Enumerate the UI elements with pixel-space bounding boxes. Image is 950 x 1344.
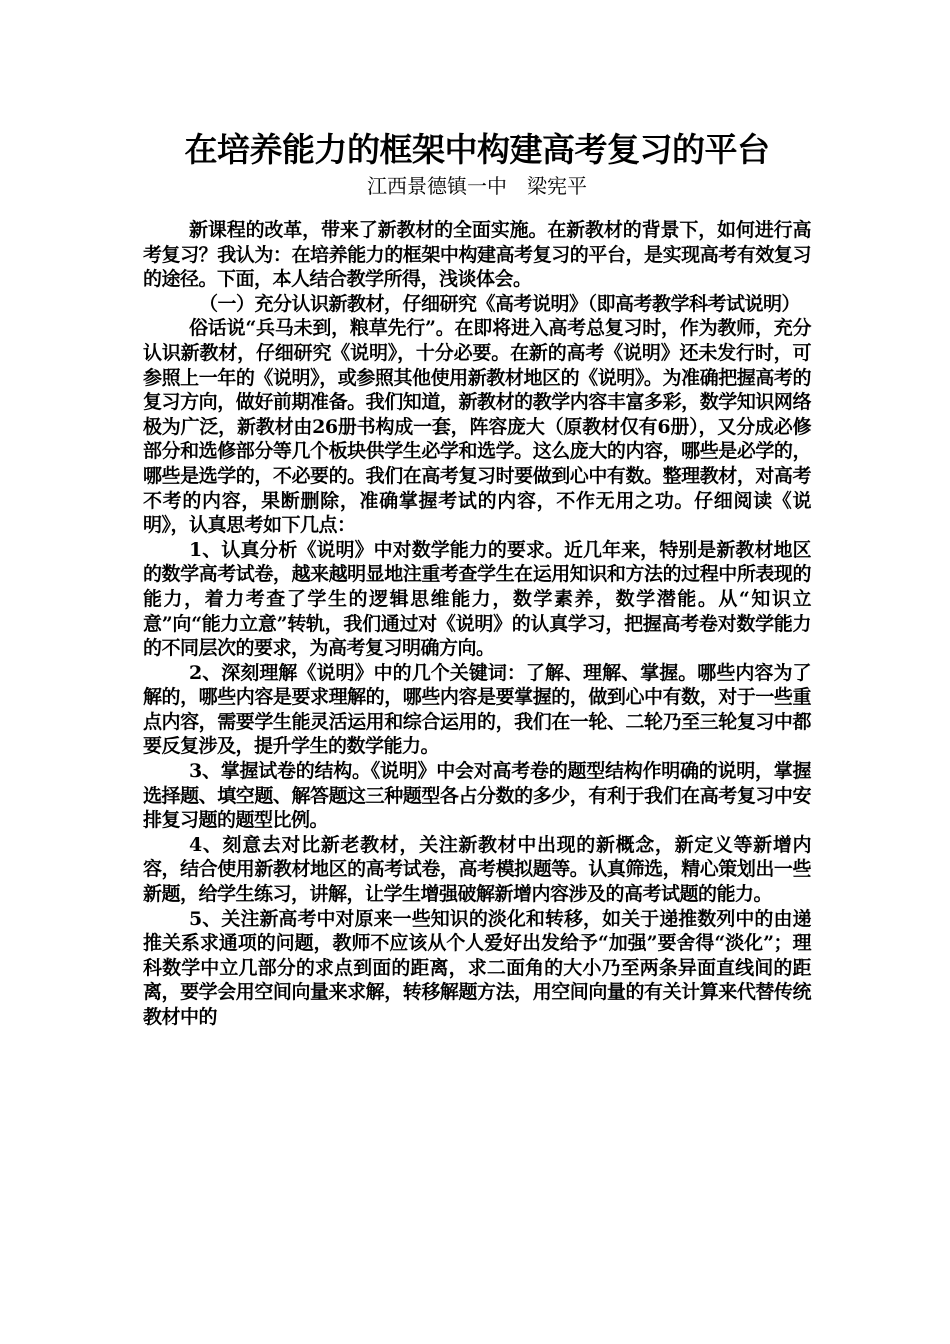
section-heading-1: （一）充分认识新教材，仔细研究《高考说明》（即高考教学科考试说明）: [199, 292, 801, 315]
paragraph-body: 俗话说“兵马未到，粮草先行”。在即将进入高考总复习时，作为教师，充分认识新教材，仔细研究《说明》，十分必要。在新的高考《说明》还未发行时，可参照上一年的《说明》，或参照其他使用新教材地区的《说明》。为准确把握高考的复习方向，做好前期准备。我们知道，新教材的教学内容丰富多彩，数学知识网络极为广泛，新教材由26册书构成一套，阵容庞大（原教材仅有6册），又分成必修部分和选修部分等几个板块供学生必学和选学。这么庞大的内容，哪些是必学的，哪些是选学的，不必要的。我们在高考复习时要做到心中有数。整理教材，对高考不考的内容，果断删除，准确掌握考试的内容，不作无用之功。仔细阅读《说明》，认真思考如下几点：: [143, 317, 811, 537]
document-title: 在培养能力的框架中构建高考复习的平台: [184, 130, 770, 169]
list-item-2: 2、深刻理解《说明》中的几个关键词：了解、理解、掌握。哪些内容为了解的，哪些内容是要求理解的，哪些内容是要掌握的，做到心中有数，对于一些重点内容，需要学生能灵活运用和综合运用的，我们在一轮、二轮乃至三轮复习中都要反复涉及，提升学生的数学能力。: [143, 661, 811, 758]
paragraph-intro: 新课程的改革，带来了新教材的全面实施。在新教材的背景下，如何进行高考复习？我认为：在培养能力的框架中构建高考复习的平台，是实现高考有效复习的途径。下面，本人结合教学所得，浅谈体会。: [143, 219, 811, 291]
document-author: 江西景德镇一中 梁宪平: [367, 174, 587, 198]
list-item-5: 5、关注新高考中对原来一些知识的淡化和转移，如关于递推数列中的由递推关系求通项的问题，教师不应该从个人爱好出发给予“加强”要舍得“淡化”；理科数学中立几部分的求点到面的距离，求二面角的大小乃至两条异面直线间的距离，要学会用空间向量来求解，转移解题方法，用空间向量的有关计算来代替传统教材中的: [143, 907, 811, 1028]
list-item-4: 4、刻意去对比新老教材，关注新教材中出现的新概念，新定义等新增内容，结合使用新教材地区的高考试卷，高考模拟题等。认真筛选，精心策划出一些新题，给学生练习，讲解，让学生增强破解新增内容涉及的高考试题的能力。: [143, 833, 811, 906]
document-page: [143, 128, 811, 1030]
list-item-3: 3、掌握试卷的结构。《说明》中会对高考卷的题型结构作明确的说明，掌握选择题、填空题、解答题这三种题型各占分数的多少，有利于我们在高考复习中安排复习题的题型比例。: [143, 760, 811, 832]
list-item-1: 1、认真分析《说明》中对数学能力的要求。近几年来，特别是新教材地区的数学高考试卷，越来越明显地注重考查学生在运用知识和方法的过程中所表现的能力，着力考查了学生的逻辑思维能力，数学素养，数学潜能。从“知识立意”向“能力立意”转轨，我们通过对《说明》的认真学习，把握高考卷对数学能力的不同层次的要求，为高考复习明确方向。: [143, 538, 811, 660]
